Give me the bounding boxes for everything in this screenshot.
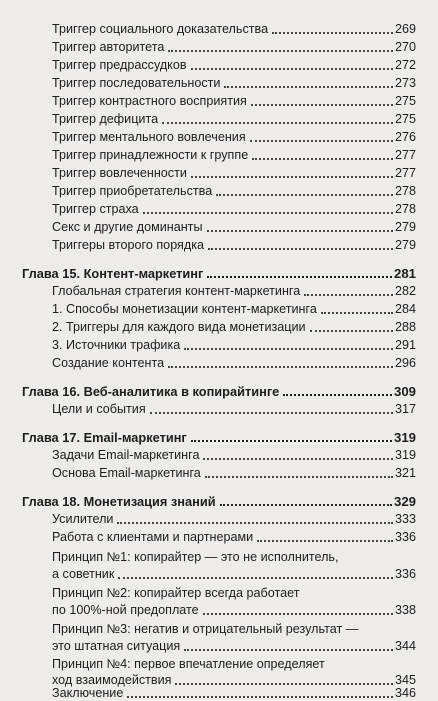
entry-title: Триггер контрастного восприятия (52, 94, 247, 108)
entry-page: 269 (394, 22, 416, 36)
entry-page: 296 (394, 356, 416, 370)
chapter-title: Глава 16. Веб-аналитика в копирайтинге (22, 384, 280, 399)
toc-entry (52, 603, 416, 618)
leader-dots (117, 522, 393, 524)
leader-dots (191, 440, 392, 442)
entry-page: 319 (394, 448, 416, 462)
entry-page: 345 (394, 673, 416, 687)
entry-title: а советник (52, 567, 115, 581)
entry-page: 276 (394, 130, 416, 144)
toc-entry (52, 284, 416, 299)
leader-dots (203, 458, 393, 460)
entry-title: Триггер страха (52, 202, 139, 216)
entry-page: 346 (394, 686, 416, 700)
entry-page: 270 (394, 40, 416, 54)
toc-entry (52, 166, 416, 181)
entry-page: 278 (394, 202, 416, 216)
entry-page: 336 (394, 567, 416, 581)
entry-page: 338 (394, 603, 416, 617)
entry-title: 2. Триггеры для каждого вида монетизации (52, 320, 306, 334)
entry-page: 344 (394, 639, 416, 653)
entry-title: Триггер предрассудков (52, 58, 187, 72)
entry-title: по 100%-ной предоплате (52, 603, 199, 617)
toc-entry (52, 58, 416, 73)
toc-entry (52, 112, 416, 127)
leader-dots (150, 412, 393, 414)
entry-title: Работа с клиентами и партнерами (52, 530, 254, 544)
toc-entry (52, 22, 416, 37)
chapter-title: Глава 18. Монетизация знаний (22, 494, 216, 509)
leader-dots (118, 577, 393, 579)
entry-title: Задачи Email-маркетинга (52, 448, 200, 462)
chapter-heading (22, 384, 416, 399)
chapter-page: 309 (393, 384, 416, 399)
leader-dots (184, 649, 393, 651)
leader-dots (191, 176, 393, 178)
entry-title: Триггер социального доказательства (52, 22, 269, 36)
toc-entry (52, 338, 416, 353)
toc-entry (52, 356, 416, 371)
entry-page: 278 (394, 184, 416, 198)
entry-title: Триггер принадлежности к группе (52, 148, 249, 162)
leader-dots (207, 230, 393, 232)
leader-dots (252, 158, 393, 160)
entry-page: 277 (394, 148, 416, 162)
entry-page: 336 (394, 530, 416, 544)
toc-entry (52, 567, 416, 582)
leader-dots (321, 312, 393, 314)
toc-entry (52, 40, 416, 55)
leader-dots (310, 330, 393, 332)
entry-title: это штатная ситуация (52, 639, 181, 653)
toc-entry (52, 402, 416, 417)
entry-title: Заключение (52, 686, 124, 700)
leader-dots (224, 86, 393, 88)
entry-page: 275 (394, 112, 416, 126)
entry-page: 279 (394, 220, 416, 234)
toc-entry (52, 448, 416, 463)
chapter-heading (22, 494, 416, 509)
leader-dots (207, 276, 392, 278)
entry-title-line1: Принцип №1: копирайтер — это не исполнитель, (52, 550, 339, 564)
toc-entry (52, 220, 416, 235)
entry-title: Усилители (52, 512, 114, 526)
entry-page: 291 (394, 338, 416, 352)
chapter-title: Глава 17. Email-маркетинг (22, 430, 187, 445)
toc-entry (52, 148, 416, 163)
entry-title: Основа Email-маркетинга (52, 466, 201, 480)
leader-dots (257, 540, 393, 542)
leader-dots (216, 194, 393, 196)
toc-entry (52, 76, 416, 91)
leader-dots (283, 394, 392, 396)
entry-title: Триггер дефицита (52, 112, 159, 126)
entry-page: 272 (394, 58, 416, 72)
chapter-heading (22, 266, 416, 281)
entry-title: ход взаимодействия (52, 673, 172, 687)
leader-dots (184, 348, 393, 350)
entry-title: Цели и события (52, 402, 146, 416)
entry-title: Триггер авторитета (52, 40, 165, 54)
leader-dots (143, 212, 393, 214)
entry-title: Создание контента (52, 356, 165, 370)
entry-title: Глобальная стратегия контент-маркетинга (52, 284, 301, 298)
leader-dots (175, 683, 393, 685)
leader-dots (304, 294, 393, 296)
chapter-page: 319 (393, 430, 416, 445)
leader-dots (205, 476, 393, 478)
leader-dots (250, 140, 393, 142)
toc-entry (52, 202, 416, 217)
toc-entry (52, 466, 416, 481)
leader-dots (220, 504, 392, 506)
entry-title: Триггер последовательности (52, 76, 221, 90)
chapter-title: Глава 15. Контент-маркетинг (22, 266, 204, 281)
entry-page: 321 (394, 466, 416, 480)
entry-page: 284 (394, 302, 416, 316)
entry-title: Триггер вовлеченности (52, 166, 187, 180)
entry-title: 3. Источники трафика (52, 338, 181, 352)
toc-entry (52, 238, 416, 253)
toc-entry (52, 94, 416, 109)
entry-title: Триггер ментального вовлечения (52, 130, 246, 144)
leader-dots (203, 613, 393, 615)
chapter-page: 281 (393, 266, 416, 281)
leader-dots (208, 248, 393, 250)
toc-entry (52, 530, 416, 545)
entry-page: 277 (394, 166, 416, 180)
leader-dots (251, 104, 393, 106)
leader-dots (272, 32, 393, 34)
chapter-heading (22, 430, 416, 445)
entry-page: 282 (394, 284, 416, 298)
entry-page: 275 (394, 94, 416, 108)
toc-entry (52, 320, 416, 335)
leader-dots (191, 68, 393, 70)
leader-dots (168, 50, 393, 52)
entry-title: Секс и другие доминанты (52, 220, 203, 234)
toc-entry-conclusion (52, 686, 416, 701)
leader-dots (168, 366, 393, 368)
entry-title-line1: Принцип №3: негатив и отрицательный результат — (52, 622, 359, 636)
entry-title: Триггеры второго порядка (52, 238, 205, 252)
leader-dots (127, 696, 393, 698)
entry-title-line1: Принцип №2: копирайтер всегда работает (52, 586, 300, 600)
toc-entry (52, 302, 416, 317)
entry-page: 273 (394, 76, 416, 90)
toc-entry (52, 184, 416, 199)
toc-entry (52, 130, 416, 145)
toc-entry (52, 639, 416, 654)
leader-dots (162, 122, 393, 124)
entry-page: 279 (394, 238, 416, 252)
entry-title: Триггер приобретательства (52, 184, 213, 198)
entry-title: 1. Способы монетизации контент-маркетинга (52, 302, 317, 316)
entry-page: 317 (394, 402, 416, 416)
chapter-page: 329 (393, 494, 416, 509)
entry-page: 288 (394, 320, 416, 334)
entry-page: 333 (394, 512, 416, 526)
entry-title-line1: Принцип №4: первое впечатление определяет (52, 657, 325, 671)
toc-entry (52, 512, 416, 527)
